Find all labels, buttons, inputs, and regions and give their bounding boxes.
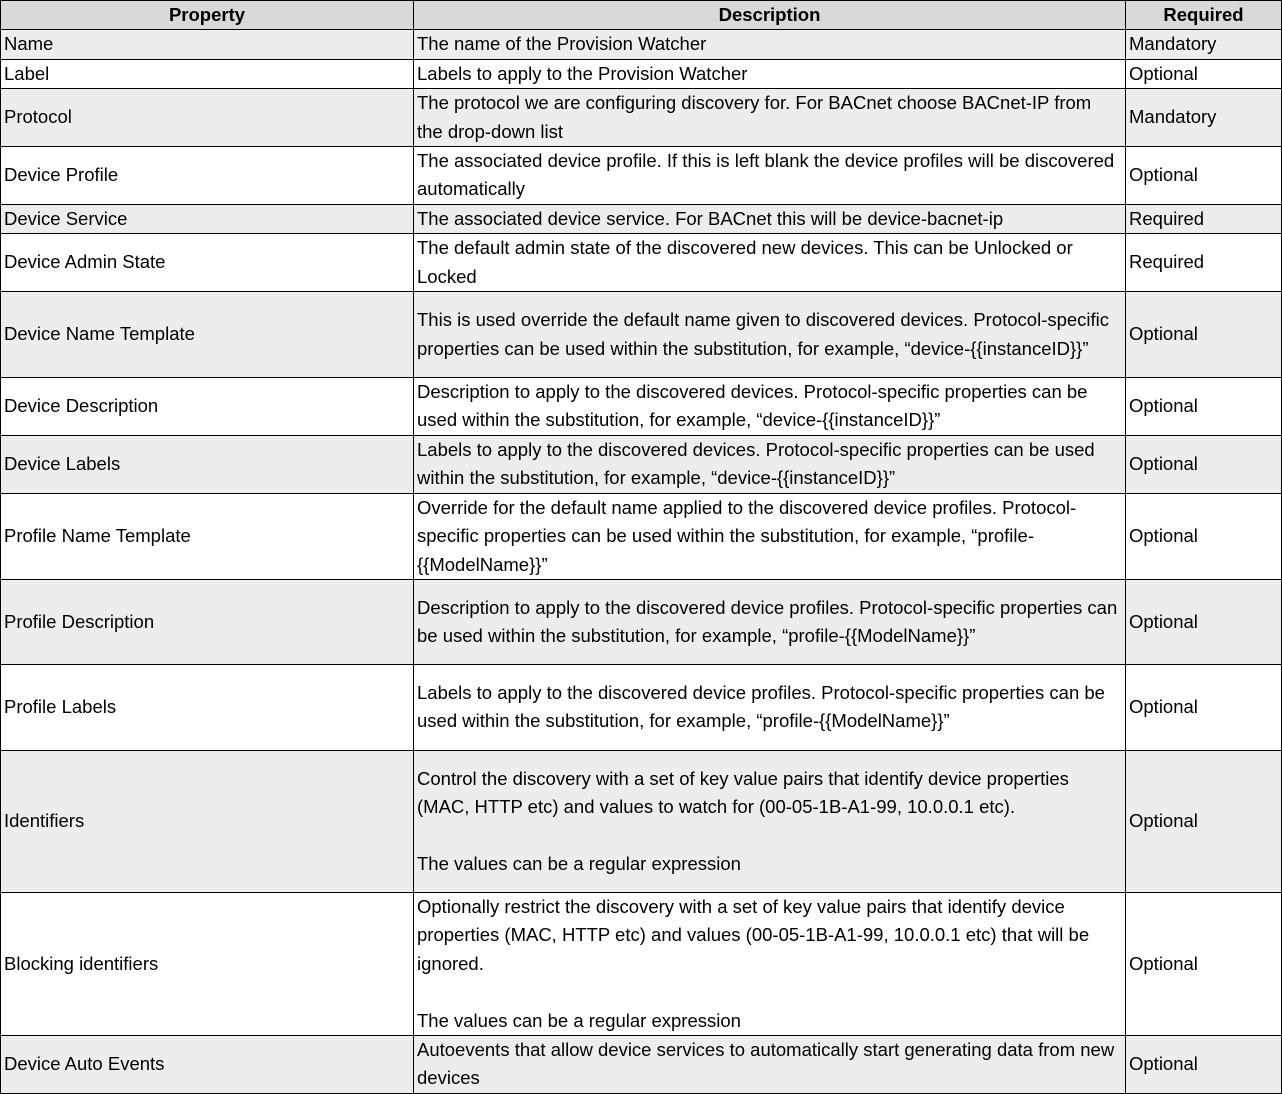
header-property: Property <box>1 1 414 30</box>
required-cell: Optional <box>1126 378 1282 436</box>
table-row-device-labels <box>1 435 1282 493</box>
table-row-identifiers <box>1 750 1282 892</box>
property-cell: Device Auto Events <box>1 1035 414 1093</box>
table-row-profile-labels <box>1 664 1282 750</box>
property-cell: Device Description <box>1 378 414 436</box>
property-cell: Device Profile <box>1 147 414 205</box>
description-cell: Optionally restrict the discovery with a set of key value pairs that identify device properties (MAC, HTTP etc) and values (00-05-1B-A1-99, 10.0.0.1 etc) that will be ignored. The values can be a regular expression <box>414 892 1126 1035</box>
table-row-blocking-identifiers <box>1 892 1282 1035</box>
required-cell: Optional <box>1126 59 1282 88</box>
description-cell: Description to apply to the discovered device profiles. Protocol-specific properties can be used within the substitution, for example, “profile-{{ModelName}}” <box>414 579 1126 664</box>
description-cell: The associated device service. For BACnet this will be device-bacnet-ip <box>414 204 1126 233</box>
required-cell: Optional <box>1126 750 1282 892</box>
description-cell: Override for the default name applied to the discovered device profiles. Protocol-specific properties can be used within the substitution, for example, “profile-{{ModelName}}” <box>414 493 1126 579</box>
required-cell: Optional <box>1126 292 1282 378</box>
header-description: Description <box>414 1 1126 30</box>
table-row-protocol <box>1 89 1282 147</box>
table-row-device-service <box>1 204 1282 233</box>
description-cell: Control the discovery with a set of key value pairs that identify device properties (MAC, HTTP etc) and values to watch for (00-05-1B-A1-99, 10.0.0.1 etc). The values can be a regular expression <box>414 750 1126 892</box>
property-cell: Device Name Template <box>1 292 414 378</box>
description-cell: The protocol we are configuring discovery for. For BACnet choose BACnet-IP from the drop-down list <box>414 89 1126 147</box>
table-row-label <box>1 59 1282 88</box>
required-cell: Optional <box>1126 435 1282 493</box>
property-cell: Profile Labels <box>1 664 414 750</box>
required-cell: Mandatory <box>1126 89 1282 147</box>
required-cell: Optional <box>1126 664 1282 750</box>
property-cell: Protocol <box>1 89 414 147</box>
description-cell: Autoevents that allow device services to automatically start generating data from new devices <box>414 1035 1126 1093</box>
table-row-device-name-template <box>1 292 1282 378</box>
property-cell: Device Service <box>1 204 414 233</box>
table-row-profile-name-template <box>1 493 1282 579</box>
required-cell: Optional <box>1126 579 1282 664</box>
required-cell: Optional <box>1126 892 1282 1035</box>
property-cell: Profile Name Template <box>1 493 414 579</box>
property-cell: Device Admin State <box>1 234 414 292</box>
property-cell: Device Labels <box>1 435 414 493</box>
required-cell: Mandatory <box>1126 30 1282 59</box>
description-cell: Description to apply to the discovered devices. Protocol-specific properties can be used within the substitution, for example, “device-{{instanceID}}” <box>414 378 1126 436</box>
description-cell: The default admin state of the discovered new devices. This can be Unlocked or Locked <box>414 234 1126 292</box>
description-cell: The associated device profile. If this is left blank the device profiles will be discovered automatically <box>414 147 1126 205</box>
table-row-device-profile <box>1 147 1282 205</box>
description-cell: The name of the Provision Watcher <box>414 30 1126 59</box>
required-cell: Optional <box>1126 147 1282 205</box>
table-row-profile-description <box>1 579 1282 664</box>
property-cell: Blocking identifiers <box>1 892 414 1035</box>
property-cell: Name <box>1 30 414 59</box>
property-cell: Label <box>1 59 414 88</box>
header-required: Required <box>1126 1 1282 30</box>
header-row <box>1 1 1282 30</box>
description-cell: Labels to apply to the discovered devices. Protocol-specific properties can be used within the substitution, for example, “device-{{instanceID}}” <box>414 435 1126 493</box>
description-cell: Labels to apply to the discovered device profiles. Protocol-specific properties can be used within the substitution, for example, “profile-{{ModelName}}” <box>414 664 1126 750</box>
required-cell: Required <box>1126 234 1282 292</box>
required-cell: Optional <box>1126 493 1282 579</box>
property-cell: Profile Description <box>1 579 414 664</box>
required-cell: Optional <box>1126 1035 1282 1093</box>
required-cell: Required <box>1126 204 1282 233</box>
description-cell: Labels to apply to the Provision Watcher <box>414 59 1126 88</box>
description-cell: This is used override the default name given to discovered devices. Protocol-specific properties can be used within the substitution, for example, “device-{{instanceID}}” <box>414 292 1126 378</box>
property-cell: Identifiers <box>1 750 414 892</box>
table-row-name <box>1 30 1282 59</box>
table-row-device-admin-state <box>1 234 1282 292</box>
table-row-device-description <box>1 378 1282 436</box>
